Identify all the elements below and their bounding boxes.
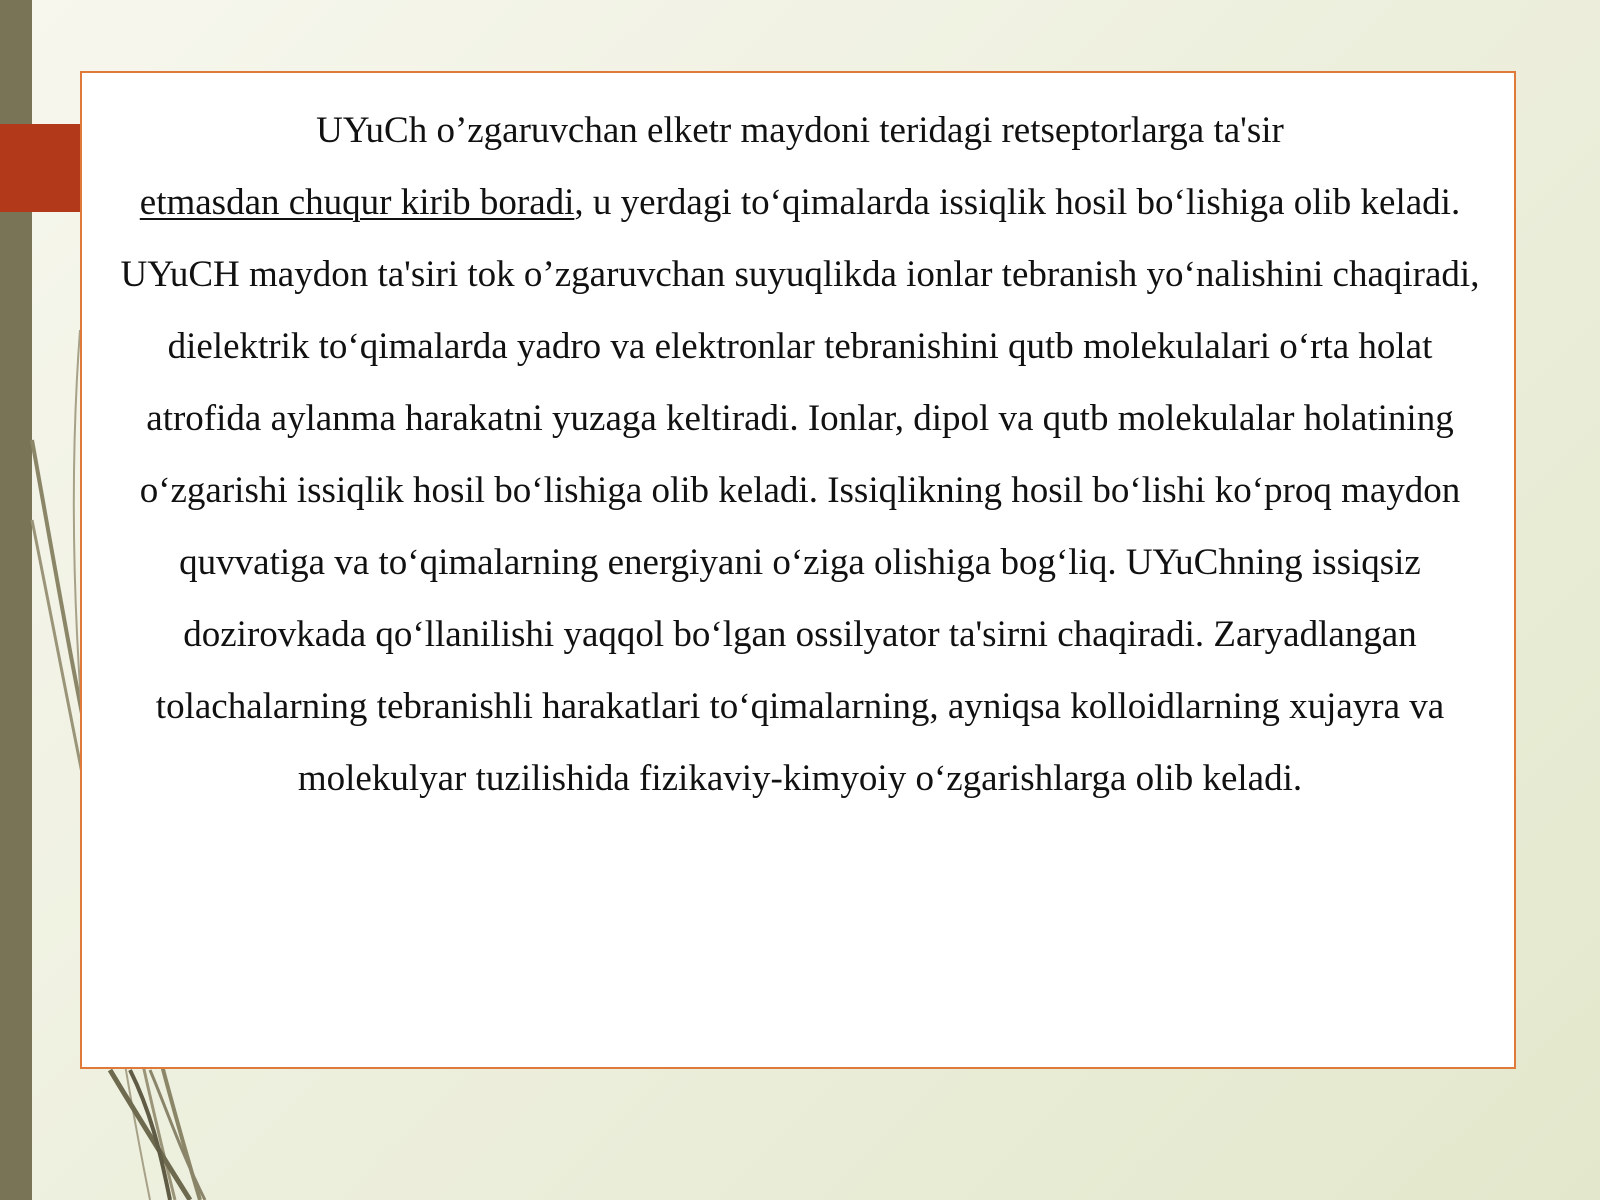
text-before: UYuCh o’zgaruvchan elketr maydoni teridagi retseptorlarga ta's​ir bbox=[316, 110, 1284, 151]
accent-block bbox=[0, 124, 80, 212]
text-after: , u yerdagi to‘qimalarda issiqlik hosil bo‘lishiga olib keladi. UYuCH maydon ta'siri tok o’zgaruvchan suyuqlikda ionlar tebranish yo‘nalishini chaqiradi, dielektrik to‘qimalarda yadro va elektronlar tebranishini qutb molekulalari o‘rta holat atrofida aylanma harakatni yuzaga keltiradi. Ionlar, dipol va qutb molekulalar holatining o‘zgarishi issiqlik hosil bo‘lishiga olib keladi. Issiqlikning hosil bo‘lishi ko‘proq maydon quvvatiga va to‘qimalarning energiyani o‘ziga olishiga bog‘liq. UYuChning issiqsiz dozirovkada qo‘llanilishi yaqqol bo‘lgan ossilyator ta'sirni chaqiradi. Zaryadlangan tolachalarning tebranishli harakatlari to‘qimalarning, ayniqsa kolloidlarning xujayra va molekulyar tuzilishida fizikaviy-kimyoiy o‘zgarishlarga olib keladi. bbox=[120, 182, 1480, 799]
underlined-text: etmasdan chuqur kirib boradi bbox=[139, 182, 575, 223]
slide-content-panel bbox=[80, 71, 1516, 1069]
slide-body-text bbox=[112, 95, 1488, 815]
